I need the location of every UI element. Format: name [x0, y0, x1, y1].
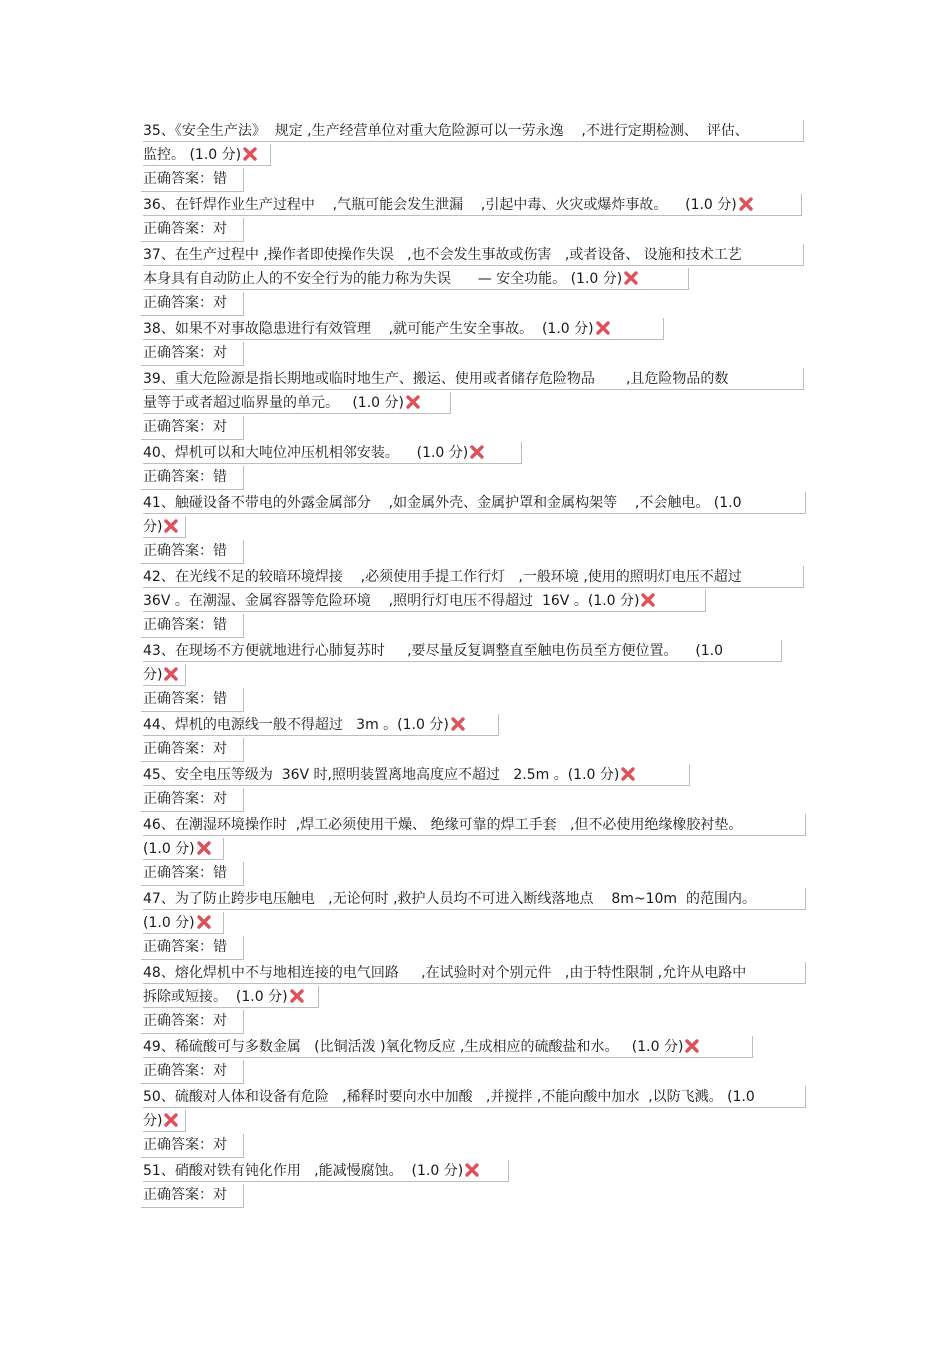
question-line [143, 119, 808, 143]
question-q47 [143, 887, 808, 935]
x-mark-icon [197, 839, 211, 853]
answer-label: 正确答案： [143, 1187, 213, 1203]
question-line [143, 143, 808, 167]
question-text: 量等于或者超过临界量的单元。 (1.0 分) [143, 395, 404, 411]
correct-answer-row [143, 341, 808, 366]
question-text: 39、重大危险源是指长期地或临时地生产、搬运、使用或者储存危险物品 ,且危险物品的数 [143, 371, 729, 387]
x-mark-icon [290, 987, 304, 1001]
answer-label: 正确答案： [143, 469, 213, 485]
answer-value: 对 [213, 1137, 227, 1153]
correct-answer-row [143, 465, 808, 490]
question-text: 分) [143, 1113, 163, 1129]
answer-label: 正确答案： [143, 791, 213, 807]
x-mark-icon [164, 665, 178, 679]
question-line [143, 589, 808, 613]
question-text: 36、在钎焊作业生产过程中 ,气瓶可能会发生泄漏 ,引起中毒、火灾或爆炸事故。 (1.0 分) [143, 197, 737, 213]
question-line [143, 491, 808, 515]
correct-answer-row [143, 539, 808, 564]
answer-label: 正确答案： [143, 865, 213, 881]
x-mark-icon [164, 1111, 178, 1125]
question-text: 37、在生产过程中 ,操作者即使操作失误 ,也不会发生事故或伤害 ,或者设备、 设施和技术工艺 [143, 247, 742, 263]
question-text: 47、为了防止跨步电压触电 ,无论何时 ,救护人员均不可进入断线落地点 8m~10m 的范围内。 [143, 891, 756, 907]
correct-answer-row [143, 291, 808, 316]
question-text: 48、熔化焊机中不与地相连接的电气回路 ,在试验时对个别元件 ,由于特性限制 ,允许从电路中 [143, 965, 747, 981]
question-line [143, 961, 808, 985]
question-line [143, 911, 808, 935]
correct-answer-row [143, 1183, 808, 1208]
question-text: 分) [143, 519, 163, 535]
question-text: 46、在潮湿环境操作时 ,焊工必须使用干燥、 绝缘可靠的焊工手套 ,但不必使用绝缘橡胶衬垫。 [143, 817, 743, 833]
correct-answer-row [143, 687, 808, 712]
answer-value: 对 [213, 419, 227, 435]
question-q49 [143, 1035, 808, 1059]
question-line [143, 1159, 808, 1183]
correct-answer-row [143, 167, 808, 192]
x-mark-icon [739, 195, 753, 209]
correct-answer-row [143, 415, 808, 440]
answer-value: 错 [213, 865, 227, 881]
question-q36 [143, 193, 808, 217]
question-line [143, 367, 808, 391]
answer-value: 错 [213, 469, 227, 485]
question-line [143, 1085, 808, 1109]
answer-value: 错 [213, 939, 227, 955]
question-text: 40、焊机可以和大吨位冲压机相邻安装。 (1.0 分) [143, 445, 469, 461]
answer-label: 正确答案： [143, 1137, 213, 1153]
question-text: 51、硝酸对铁有钝化作用 ,能减慢腐蚀。 (1.0 分) [143, 1163, 464, 1179]
answer-value: 对 [213, 1063, 227, 1079]
question-q41 [143, 491, 808, 539]
x-mark-icon [164, 517, 178, 531]
question-text: 分) [143, 667, 163, 683]
question-line [143, 663, 808, 687]
x-mark-icon [197, 913, 211, 927]
question-q50 [143, 1085, 808, 1133]
question-line [143, 985, 808, 1009]
answer-label: 正确答案： [143, 221, 213, 237]
question-q43 [143, 639, 808, 687]
question-text: 42、在光线不足的较暗环境焊接 ,必须使用手提工作行灯 ,一般环境 ,使用的照明灯电压不超过 [143, 569, 742, 585]
question-line [143, 317, 808, 341]
answer-value: 对 [213, 345, 227, 361]
question-line [143, 515, 808, 539]
answer-label: 正确答案： [143, 741, 213, 757]
question-line [143, 1109, 808, 1133]
x-mark-icon [451, 715, 465, 729]
answer-label: 正确答案： [143, 543, 213, 559]
question-q45 [143, 763, 808, 787]
answer-label: 正确答案： [143, 691, 213, 707]
answer-value: 对 [213, 1187, 227, 1203]
question-q38 [143, 317, 808, 341]
question-line [143, 713, 808, 737]
question-q46 [143, 813, 808, 861]
question-q40 [143, 441, 808, 465]
answer-label: 正确答案： [143, 1013, 213, 1029]
answer-value: 错 [213, 543, 227, 559]
question-text: (1.0 分) [143, 841, 195, 857]
answer-label: 正确答案： [143, 617, 213, 633]
question-text: 35、《安全生产法》 规定 ,生产经营单位对重大危险源可以一劳永逸 ,不进行定期检测、 评估、 [143, 123, 749, 139]
question-line [143, 441, 808, 465]
x-mark-icon [596, 319, 610, 333]
question-line [143, 391, 808, 415]
question-text: (1.0 分) [143, 915, 195, 931]
x-mark-icon [621, 765, 635, 779]
question-q35 [143, 119, 808, 167]
answer-label: 正确答案： [143, 419, 213, 435]
answer-value: 错 [213, 691, 227, 707]
answer-label: 正确答案： [143, 1063, 213, 1079]
x-mark-icon [470, 443, 484, 457]
question-text: 45、安全电压等级为 36V 时,照明装置离地高度应不超过 2.5m 。(1.0 分) [143, 767, 620, 783]
question-line [143, 267, 808, 291]
answer-value: 对 [213, 741, 227, 757]
x-mark-icon [465, 1161, 479, 1175]
question-line [143, 639, 808, 663]
question-q42 [143, 565, 808, 613]
question-text: 本身具有自动防止人的不安全行为的能力称为失误 — 安全功能。 (1.0 分) [143, 271, 623, 287]
correct-answer-row [143, 787, 808, 812]
question-text: 43、在现场不方便就地进行心肺复苏时 ,要尽量反复调整直至触电伤员至方便位置。 (1.0 [143, 643, 724, 659]
quiz-sheet [143, 119, 808, 1209]
x-mark-icon [243, 145, 257, 159]
correct-answer-row [143, 613, 808, 638]
question-line [143, 243, 808, 267]
x-mark-icon [685, 1037, 699, 1051]
correct-answer-row [143, 217, 808, 242]
answer-label: 正确答案： [143, 939, 213, 955]
answer-value: 对 [213, 295, 227, 311]
correct-answer-row [143, 1059, 808, 1084]
question-text: 36V 。在潮湿、金属容器等危险环境 ,照明行灯电压不得超过 16V 。(1.0 分) [143, 593, 640, 609]
question-line [143, 887, 808, 911]
x-mark-icon [406, 393, 420, 407]
x-mark-icon [624, 269, 638, 283]
question-line [143, 193, 808, 217]
question-q51 [143, 1159, 808, 1183]
answer-value: 对 [213, 221, 227, 237]
question-text: 41、触碰设备不带电的外露金属部分 ,如金属外壳、金属护罩和金属构架等 ,不会触电。 (1.0 [143, 495, 742, 511]
answer-label: 正确答案： [143, 345, 213, 361]
question-text: 49、稀硫酸可与多数金属 (比铜活泼 )氧化物反应 ,生成相应的硫酸盐和水。 (1.0 分) [143, 1039, 684, 1055]
x-mark-icon [641, 591, 655, 605]
question-text: 38、如果不对事故隐患进行有效管理 ,就可能产生安全事故。 (1.0 分) [143, 321, 594, 337]
question-text: 监控。 (1.0 分) [143, 147, 242, 163]
question-text: 50、硫酸对人体和设备有危险 ,稀释时要向水中加酸 ,并搅拌 ,不能向酸中加水 ,以防飞溅。 (1.0 [143, 1089, 755, 1105]
question-line [143, 763, 808, 787]
answer-value: 错 [213, 617, 227, 633]
question-q48 [143, 961, 808, 1009]
correct-answer-row [143, 737, 808, 762]
question-text: 拆除或短接。 (1.0 分) [143, 989, 288, 1005]
question-line [143, 813, 808, 837]
correct-answer-row [143, 1133, 808, 1158]
question-line [143, 1035, 808, 1059]
answer-label: 正确答案： [143, 171, 213, 187]
answer-value: 错 [213, 171, 227, 187]
answer-value: 对 [213, 791, 227, 807]
question-line [143, 837, 808, 861]
answer-value: 对 [213, 1013, 227, 1029]
question-line [143, 565, 808, 589]
correct-answer-row [143, 861, 808, 886]
question-q44 [143, 713, 808, 737]
question-q37 [143, 243, 808, 291]
question-q39 [143, 367, 808, 415]
correct-answer-row [143, 935, 808, 960]
correct-answer-row [143, 1009, 808, 1034]
answer-label: 正确答案： [143, 295, 213, 311]
question-text: 44、焊机的电源线一般不得超过 3m 。(1.0 分) [143, 717, 449, 733]
